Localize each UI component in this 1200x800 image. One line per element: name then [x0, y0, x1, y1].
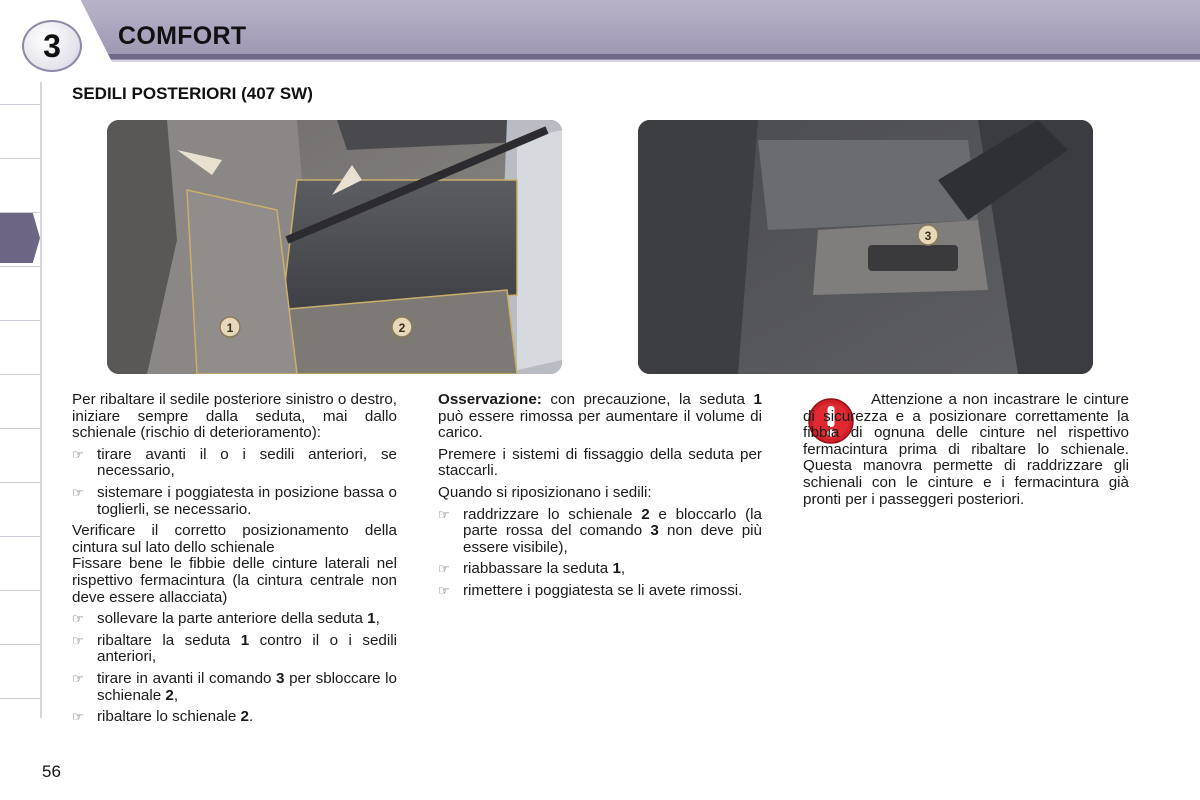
side-tab-divider: [0, 536, 40, 537]
side-tab-divider: [0, 212, 40, 213]
chapter-title: COMFORT: [118, 22, 247, 50]
side-tab-divider: [0, 374, 40, 375]
page-number: 56: [42, 762, 61, 781]
side-tab-divider: [0, 482, 40, 483]
side-tab-divider: [0, 644, 40, 645]
column-3-warning: [803, 392, 1129, 513]
intro-paragraph: Per ribaltare il sedile posteriore sinistro o destro, iniziare sempre dalla seduta, mai dallo schienale (rischio di deterioramento):: [72, 391, 397, 442]
column-2: [438, 392, 762, 605]
list-item: ☞ tirare in avanti il comando 3 per sbloccare lo schienale 2,: [72, 669, 397, 704]
list-item: ☞ rimettere i poggiatesta se li avete rimossi.: [438, 581, 743, 599]
observation-paragraph: Osservazione: con precauzione, la seduta 1 può essere rimossa per aumentare il volume di carico.: [438, 391, 762, 442]
list-item: ☞ tirare avanti il o i sedili anteriori, se necessario,: [72, 445, 397, 480]
list-item: ☞ ribaltare lo schienale 2.: [72, 708, 254, 726]
header-rule-light: [0, 60, 1200, 62]
side-tab-divider: [0, 428, 40, 429]
side-tab-rail: [0, 82, 42, 718]
paragraph: Quando si riposizionano i sedili:: [438, 483, 652, 501]
seat-release-illustration: [638, 120, 1093, 374]
pointing-hand-icon: ☞: [72, 632, 84, 648]
side-tab-divider: [0, 158, 40, 159]
side-tab-divider: [0, 266, 40, 267]
paragraph: Fissare bene le fibbie delle cinture laterali nel rispettivo fermacintura (la cintura centrale non deve essere allacciata): [72, 555, 397, 606]
list-item: ☞ ribaltare la seduta 1 contro il o i sedili anteriori,: [72, 631, 397, 666]
side-tab-divider: [0, 320, 40, 321]
pointing-hand-icon: ☞: [438, 582, 450, 598]
side-tab-divider: [0, 104, 40, 105]
pointing-hand-icon: ☞: [438, 561, 450, 577]
pointing-hand-icon: ☞: [72, 709, 84, 725]
callout-1: 1: [226, 321, 234, 335]
list-item: ☞ sollevare la parte anteriore della seduta 1,: [72, 610, 380, 628]
side-tab-divider: [0, 698, 40, 699]
seat-release-photo: [638, 120, 1093, 374]
rear-seat-photo: [107, 120, 562, 374]
warning-text: Attenzione a non incastrare le cinture di sicurezza e a posizionare correttamente la fibbia di ognuna delle cinture nel rispettivo fermacintura prima di ribaltare lo schienale. Questa manovra permette di raddrizzare gli schienali con le cinture e i fermacintura già pronti per i passeggeri posteriori.: [803, 391, 1129, 508]
callout-2: 2: [398, 321, 406, 335]
pointing-hand-icon: ☞: [72, 611, 84, 627]
callout-3: 3: [924, 229, 932, 243]
list-item: ☞ riabbassare la seduta 1,: [438, 560, 626, 578]
list-item: ☞ sistemare i poggiatesta in posizione bassa o toglierli, se necessario.: [72, 483, 397, 518]
pointing-hand-icon: ☞: [72, 670, 84, 686]
paragraph: Verificare il corretto posizionamento della cintura sul lato dello schienale: [72, 522, 397, 556]
side-tab-divider: [0, 590, 40, 591]
paragraph: Premere i sistemi di fissaggio della seduta per staccarli.: [438, 445, 762, 480]
rear-seat-illustration: [107, 120, 562, 374]
header-rule: [0, 54, 1200, 59]
pointing-hand-icon: ☞: [72, 446, 84, 462]
section-title: SEDILI POSTERIORI (407 SW): [72, 84, 313, 103]
side-tab-active-chapter: [0, 213, 40, 263]
pointing-hand-icon: ☞: [438, 506, 450, 522]
pointing-hand-icon: ☞: [72, 484, 84, 500]
chapter-number: 3: [22, 20, 82, 72]
column-1: [72, 392, 397, 731]
list-item: ☞ raddrizzare lo schienale 2 e bloccarlo (la parte rossa del comando 3 non deve più essere visibile),: [438, 505, 762, 556]
